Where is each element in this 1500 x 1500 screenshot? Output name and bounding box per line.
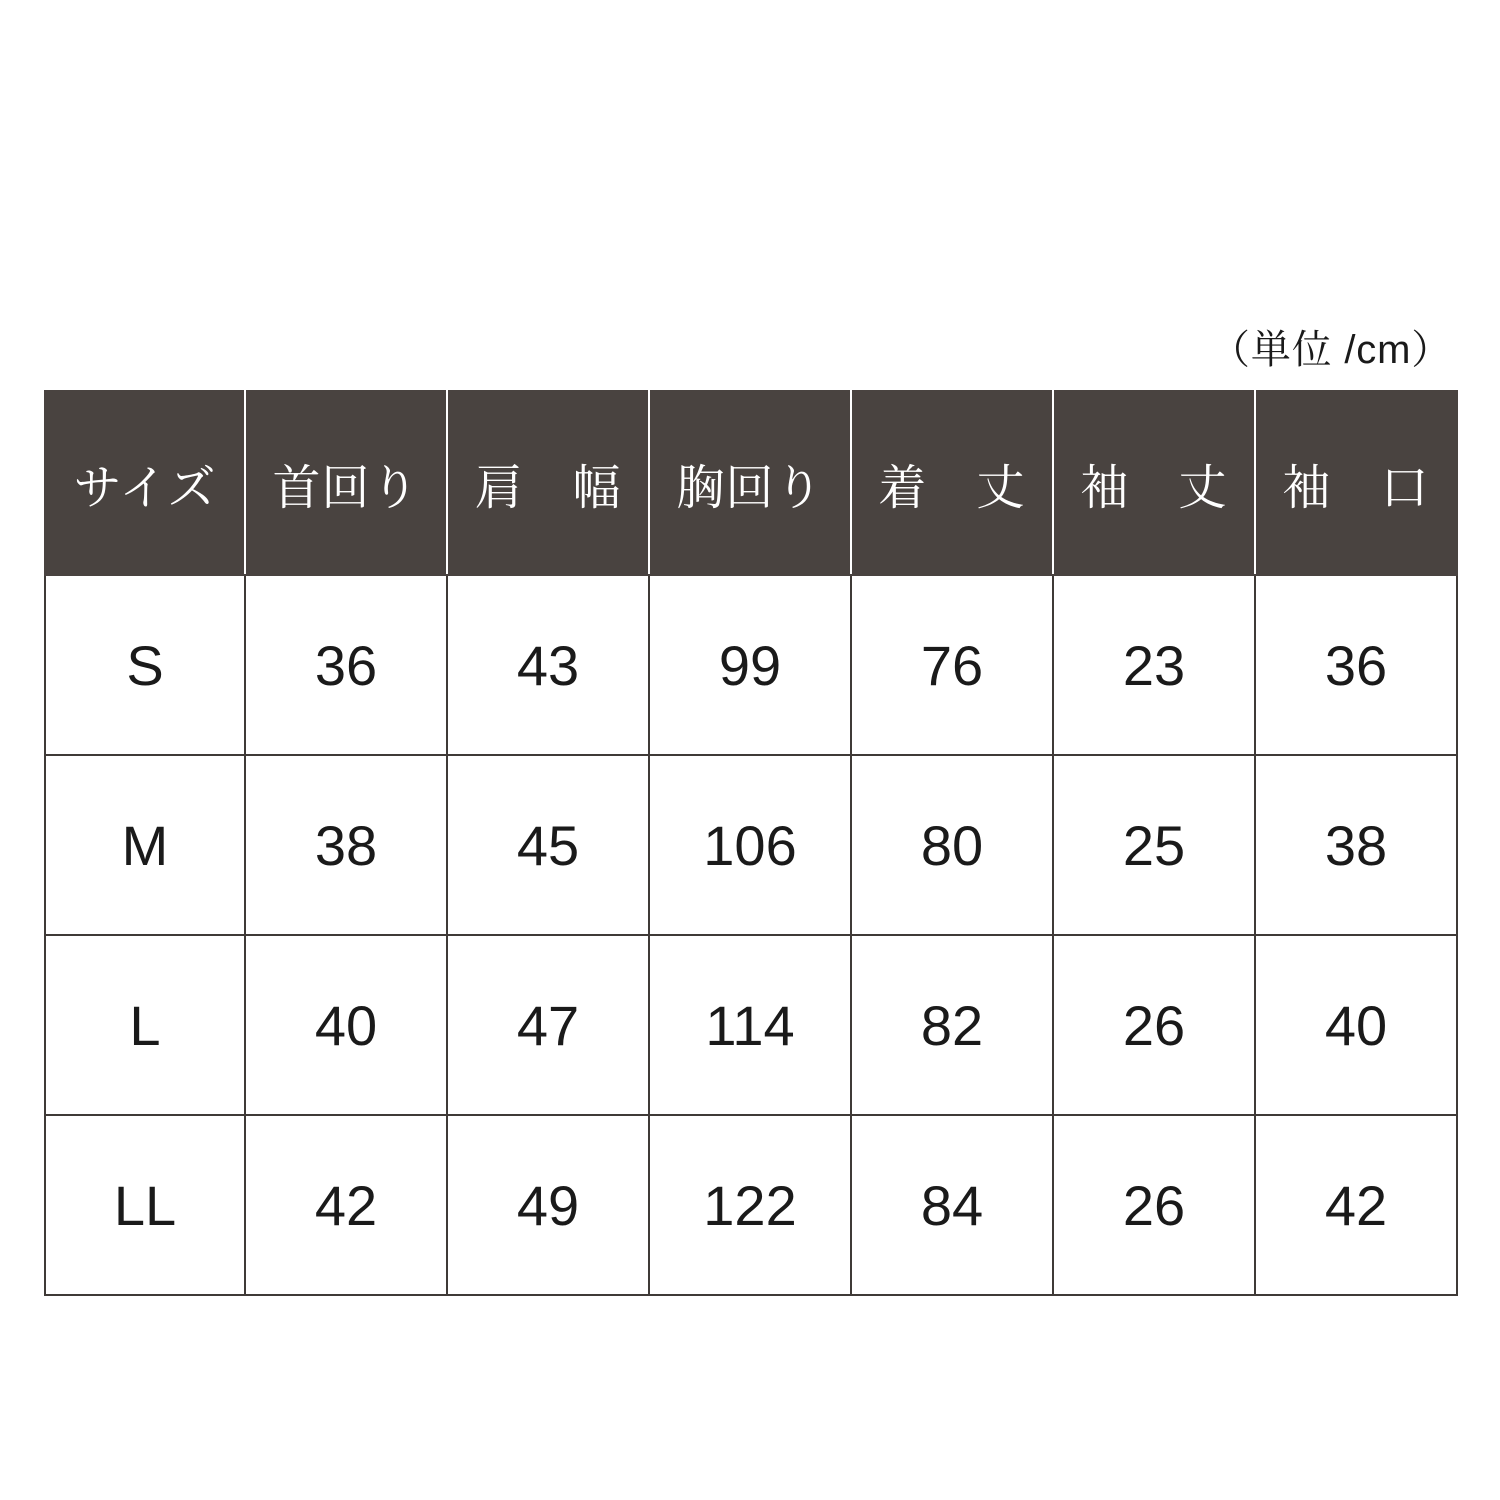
cell-cuff: 40 — [1255, 935, 1457, 1115]
table-header — [45, 391, 1457, 575]
column-header-sleeve: 袖 丈 — [1053, 391, 1255, 575]
cell-chest: 114 — [649, 935, 851, 1115]
cell-sleeve: 25 — [1053, 755, 1255, 935]
cell-size: LL — [45, 1115, 245, 1295]
cell-shoulder: 45 — [447, 755, 649, 935]
cell-neck: 40 — [245, 935, 447, 1115]
cell-sleeve: 23 — [1053, 575, 1255, 755]
column-header-neck: 首回り — [245, 391, 447, 575]
cell-cuff: 36 — [1255, 575, 1457, 755]
column-header-size: サイズ — [45, 391, 245, 575]
cell-shoulder: 49 — [447, 1115, 649, 1295]
size-chart-table — [44, 390, 1458, 1296]
cell-shoulder: 47 — [447, 935, 649, 1115]
cell-size: S — [45, 575, 245, 755]
cell-chest: 122 — [649, 1115, 851, 1295]
cell-length: 84 — [851, 1115, 1053, 1295]
cell-sleeve: 26 — [1053, 1115, 1255, 1295]
column-header-length: 着 丈 — [851, 391, 1053, 575]
column-header-shoulder: 肩 幅 — [447, 391, 649, 575]
cell-chest: 106 — [649, 755, 851, 935]
cell-neck: 38 — [245, 755, 447, 935]
table-row — [45, 935, 1457, 1115]
cell-length: 80 — [851, 755, 1053, 935]
column-header-chest: 胸回り — [649, 391, 851, 575]
table-body — [45, 575, 1457, 1295]
cell-size: M — [45, 755, 245, 935]
unit-note: （単位 /cm） — [1210, 328, 1452, 372]
table-header-row — [45, 391, 1457, 575]
cell-size: L — [45, 935, 245, 1115]
cell-length: 82 — [851, 935, 1053, 1115]
cell-neck: 36 — [245, 575, 447, 755]
table-row — [45, 1115, 1457, 1295]
table-row — [45, 755, 1457, 935]
column-header-cuff: 袖 口 — [1255, 391, 1457, 575]
cell-shoulder: 43 — [447, 575, 649, 755]
cell-chest: 99 — [649, 575, 851, 755]
cell-neck: 42 — [245, 1115, 447, 1295]
cell-cuff: 38 — [1255, 755, 1457, 935]
cell-cuff: 42 — [1255, 1115, 1457, 1295]
cell-length: 76 — [851, 575, 1053, 755]
cell-sleeve: 26 — [1053, 935, 1255, 1115]
table-row — [45, 575, 1457, 755]
